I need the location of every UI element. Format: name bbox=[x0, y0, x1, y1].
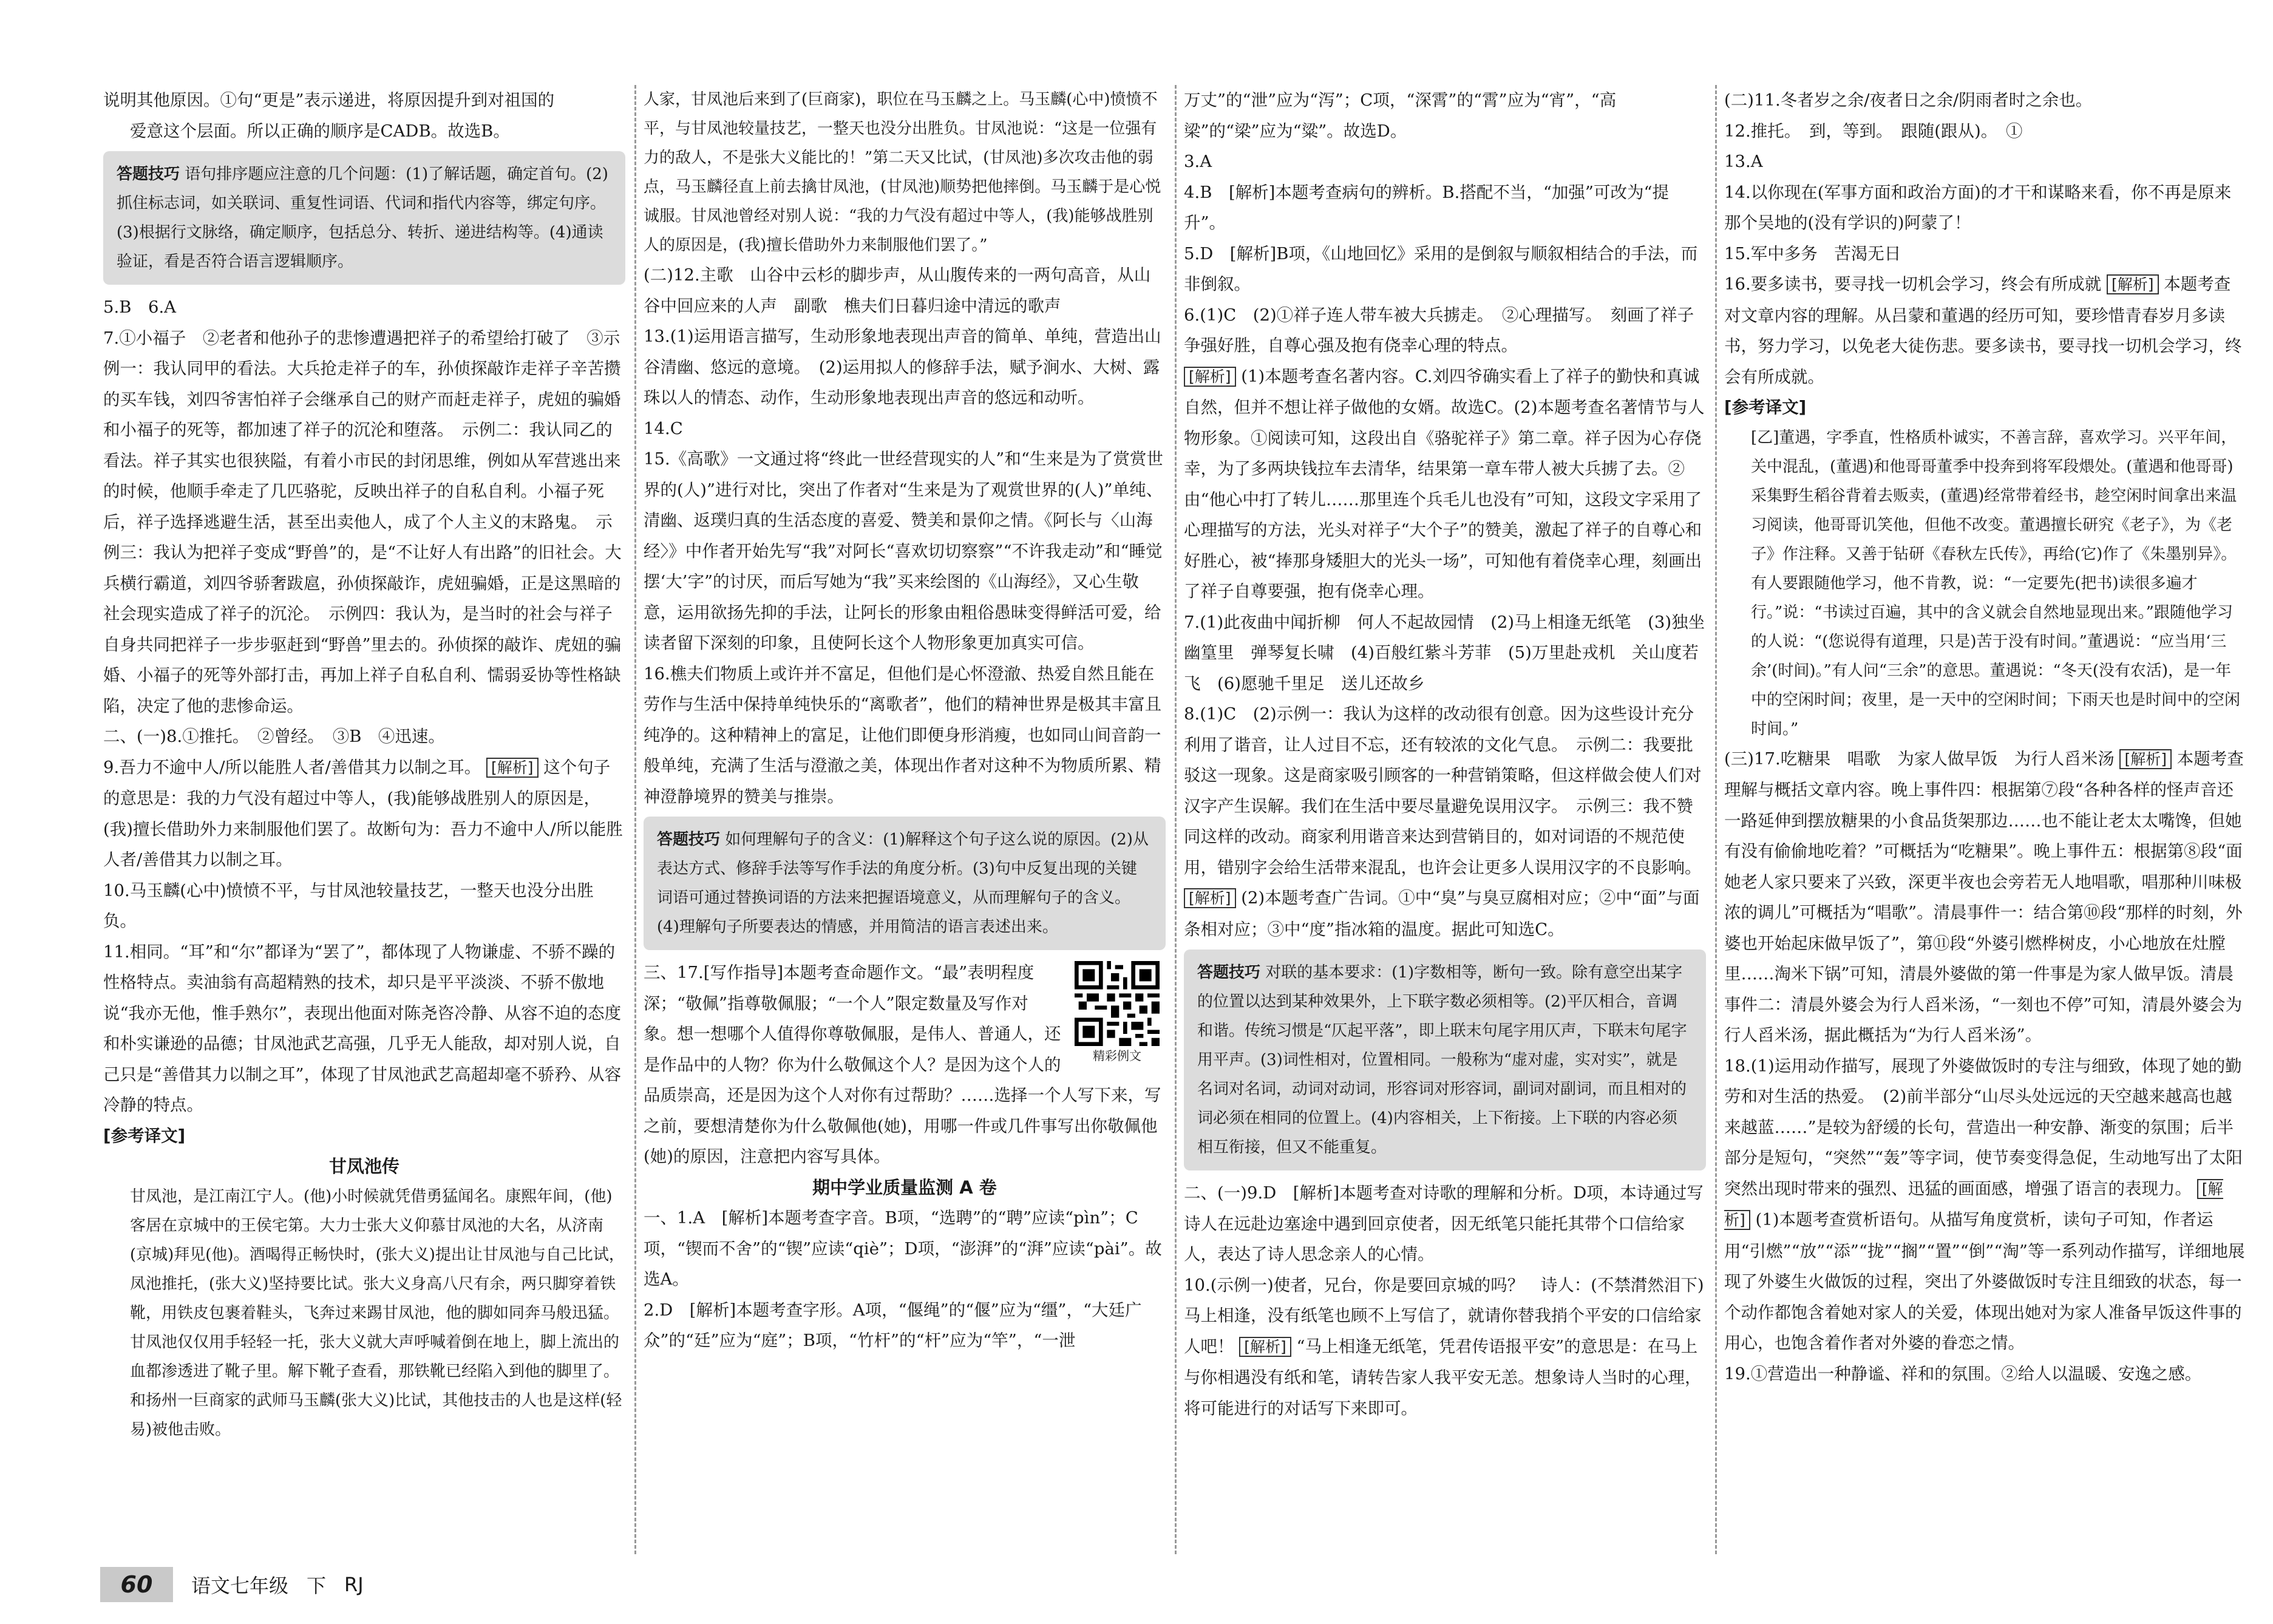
answer-q17 bbox=[1724, 744, 2246, 1051]
tip-text: 对联的基本要求：(1)字数相等，断句一致。除有意空出某字的位置以达到某种效果外，上下联字数必须相等。(2)平仄相合，音调和谐。传统习惯是“仄起平落”，即上联末句尾字用仄声，下联末句尾字用平声。(3)词性相对，位置相同。一般称为“虚对虚，实对实”，就是名词对名词，动词对动词，形容词对形容词，副词对副词，而且相对的词必须在相同的位置上。(4)内容相关，上下衔接。上下联的内容必须相互衔接，但又不能重复。 bbox=[1197, 963, 1687, 1157]
analysis-tag: [解析] bbox=[486, 758, 539, 778]
answer-q9 bbox=[103, 752, 625, 875]
answer-q16: 16.樵夫们物质上或许并不富足，但他们是心怀澄澈、热爱自然且能在劳作与生活中保持单纯快乐的“离歌者”，他们的精神世界是极其丰富且纯净的。这种精神上的富足，让他们即便身形消瘦，也如同山间音韵一般单纯，充满了生活与澄澈之美，体现出作者对这种不为物质所累、精神澄静境界的赞美与推崇。 bbox=[644, 664, 1162, 806]
tip-text: 如何理解句子的含义：(1)解释这个句子这么说的原因。(2)从表达方式、修辞手法等写作手法的角度分析。(3)句中反复出现的关键词语可通过替换词语的方法来把握语境意义，从而理解句子的含义。(4)理解句子所要表达的情感，并用简洁的语言表述出来。 bbox=[657, 831, 1149, 936]
answer-tip-box bbox=[1184, 950, 1706, 1170]
answer-exam-q1: 一、1.A [解析]本题考查字音。B项，“选聘”的“聘”应读“pìn”；C项，“锲而不舍”的“锲”应读“qiè”；D项，“澎湃”的“湃”应读“pài”。故选A。 bbox=[644, 1208, 1162, 1289]
answer-q9-text: 9.吾力不逾中人/所以能胜人者/善借其力以制之耳。 bbox=[103, 757, 481, 777]
qr-code-block[interactable] bbox=[1069, 961, 1166, 1073]
translation-title: 甘凤池传 bbox=[328, 1156, 399, 1177]
answer-q18 bbox=[1724, 1051, 2246, 1359]
answer-q7: 7.①小福子 ②老者和他孙子的悲惨遭遇把祥子的希望给打破了 ③示例一：我认同甲的看法。大兵抢走祥子的车，孙侦探敲诈走祥子辛苦攒的买车钱，刘四爷害怕祥子会继承自己的财产而赶走祥子，虎妞的骗婚和小福子的死等，都加速了祥子的沉沦和堕落。 示例二：我认同乙的看法。祥子其实也很狭隘，有着小市民的封闭思维，例如从军营逃出来的时候，他顺手牵走了几匹骆驼，反映出祥子的自私自利。小福子死后，祥子选择逃避生活，甚至出卖他人，成了个人主义的末路鬼。 示例三：我认为把祥子变成“野兽”的，是“不让好人有出路”的旧社会。大兵横行霸道，刘四爷骄奢跋扈，孙侦探敲诈，虎妞骗婚，正是这黑暗的社会现实造成了祥子的沉沦。 示例四：我认为，是当时的社会与祥子自身共同把祥子一步步驱赶到“野兽”里去的。孙侦探的敲诈、虎妞的骗婚、小福子的死等外部打击，再加上祥子自私自利、懦弱妥协等性格缺陷，决定了他的悲惨命运。 bbox=[103, 328, 622, 716]
text-line: 说明其他原因。①句“更是”表示递进，将原因提升到对祖国的 bbox=[103, 90, 555, 110]
answer-q15: 15.军中多务 苦渴无日 bbox=[1724, 243, 1901, 263]
answer-q3: 3.A bbox=[1184, 152, 1212, 171]
analysis-tag: [解析] bbox=[1184, 367, 1236, 387]
column-2 bbox=[644, 85, 1166, 1536]
answer-q17: 三、17.[写作指导]本题考查命题作文。“最”表明程度深；“敬佩”指尊敬佩服；“一个人”限定数量及写作对象。想一想哪个人值得你尊敬佩服，是伟人、普通人，还是作品中的人物？你为什么敬佩这个人？是因为这个人的品质崇高，还是因为这个人对你有过帮助？……选择一个人写下来，写之前，要想清楚你为什么敬佩他(她)，用哪一件或几件事写出你敬佩他(她)的原因，注意把内容写具体。 bbox=[644, 963, 1161, 1166]
answer-line: 5.B 6.A bbox=[103, 297, 177, 317]
analysis-text: (1)本题考查赏析语句。从描写角度赏析，读句子可知，作者运用“引燃”“放”“添”“拢”“搁”“置”“倒”“淘”等一系列动作描写，详细地展现了外婆生火做饭的过程，突出了外婆做饭时专注且细致的状态，每一个动作都饱含着她对家人的关爱，体现出她对为家人准备早饭这件事的用心，也饱含着作者对外婆的眷恋之情。 bbox=[1724, 1210, 2245, 1353]
subject-label: 语文七年级 bbox=[191, 1574, 289, 1597]
answer-q4: 4.B [解析]本题考查病句的辨析。B.搭配不当，“加强”可改为“提升”。 bbox=[1184, 182, 1670, 233]
answer-q15: 15.《高歌》一文通过将“终此一世经营现实的人”和“生来是为了赏赏世界的(人)”进行对比，突出了作者对“生来是为了观赏世界的(人)”单纯、清幽、返璞归真的生活态度的喜爱、赞美和景仰之情。《阿长与〈山海经〉》中作者开始先写“我”对阿长“喜欢切切察察”“不许我走动”和“睡觉摆‘大’字”的讨厌，而后写她为“我”买来绘图的《山海经》，又心生敬意，运用欲扬先抑的手法，让阿长的形象由粗俗愚昧变得鲜活可爱，给读者留下深刻的印象，且使阿长这个人物形象更加真实可信。 bbox=[644, 449, 1163, 653]
answer-q7: 7.(1)此夜曲中闻折柳 何人不起故园情 (2)马上相逢无纸笔 (3)独坐幽篁里 弹琴复长啸 (4)百般红紫斗芳菲 (5)万里赴戎机 关山度若飞 (6)愿驰千里足 送儿还故乡 bbox=[1184, 612, 1705, 693]
translation-text: [乙]董遇，字季直，性格质朴诚实，不善言辞，喜欢学习。兴平年间，关中混乱，(董遇)和他哥哥董季中投奔到将军段煨处。(董遇和他哥哥)采集野生稻谷背着去贩卖，(董遇)经常带着经书，趁空闲时间拿出来温习阅读，他哥哥讥笑他，但他不改变。董遇擅长研究《老子》，为《老子》作注释。又善于钻研《春秋左氏传》，再给(它)作了《朱墨别异》。有人要跟随他学习，他不肯教，说：“一定要先(把书)读很多遍才行。”说：“书读过百遍，其中的含义就会自然地显现出来。”跟随他学习的人说：“(您说得有道理，只是)苦于没有时间。”董遇说：“应当用‘三余’(时间)。”有人问“三余”的意思。董遇说：“冬天(没有农活)，是一年中的空闲时间；夜里，是一天中的空闲时间；下雨天也是时间中的空闲时间。” bbox=[1751, 428, 2241, 738]
analysis-text: 本题考查对文章内容的理解。从吕蒙和董遇的经历可知，要珍惜青春岁月多读书，努力学习，以免老大徒伤悲。要多读书，要寻找一切机会学习，终会有所成就。 bbox=[1724, 274, 2242, 387]
qr-caption: 精彩例文 bbox=[1093, 1048, 1141, 1063]
answer-q10: 10.马玉麟(心中)愤愤不平，与甘凤池较量技艺，一整天也没分出胜负。 bbox=[103, 880, 594, 931]
answer-q2-continued: 万丈”的“泄”应为“泻”；C项，“深霄”的“霄”应为“宵”，“高梁”的“梁”应为“粱”。故选D。 bbox=[1184, 90, 1617, 141]
answer-q9: 二、(一)9.D [解析]本题考查对诗歌的理解和分析。D项，本诗通过写诗人在远赴边塞途中遇到回京使者，因无纸笔只能托其带个口信给家人，表达了诗人思念亲人的心情。 bbox=[1184, 1183, 1704, 1264]
tip-label: 答题技巧 bbox=[657, 831, 721, 849]
text-line: 爱意这个层面。所以正确的顺序是CADB。故选B。 bbox=[130, 121, 510, 141]
answer-q19: 19.①营造出一种静谧、祥和的氛围。②给人以温暖、安逸之感。 bbox=[1724, 1364, 2202, 1384]
analysis-text: 这个句子的意思是：我的力气没有超过中等人，(我)能够战胜别人的原因是，(我)擅长借助外力来制服他们罢了。故断句为：吾力不逾中人/所以能胜人者/善借其力以制之耳。 bbox=[103, 757, 623, 869]
answer-q10 bbox=[1184, 1270, 1706, 1424]
answer-q8: 8.(1)C (2)示例一：我认为这样的改动很有创意。因为这些设计充分利用了谐音，让人过目不忘，还有较浓的文化气息。 示例二：我要批驳这一现象。这是商家吸引顾客的一种营销策略，但这样做会使人们对汉字产生误解。我们在生活中要尽量避免误用汉字。 示例三：我不赞同这样的改动。商家利用谐音来达到营销目的，如对词语的不规范使用，错别字会给生活带来混乱，也许会让更多人误用汉字的不良影响。 bbox=[1184, 704, 1702, 877]
answer-tip-box bbox=[644, 817, 1166, 950]
answer-q6-analysis bbox=[1184, 361, 1706, 607]
answer-q16-text: 16.要多读书，要寻找一切机会学习，终会有所成就 bbox=[1724, 274, 2102, 294]
analysis-tag: [解析] bbox=[1184, 888, 1236, 908]
answer-q13: 13.A bbox=[1724, 152, 1763, 171]
translation-continued: 人家，甘凤池后来到了(巨商家)，职位在马玉麟之上。马玉麟(心中)愤愤不平，与甘凤池较量技艺，一整天也没分出胜负。甘凤池说：“这是一位强有力的敌人，不是张大义能比的！”第二天又比试，(甘凤池)多次攻击他的弱点，马玉麟径直上前去擒甘凤池，(甘凤池)顺势把他摔倒。马玉麟于是心悦诚服。甘凤池曾经对别人说：“我的力气没有超过中等人，(我)能够战胜别人的原因是，(我)擅长借助外力来制服他们罢了。” bbox=[644, 90, 1161, 254]
answer-q5: 5.D [解析]B项，《山地回忆》采用的是倒叙与顺叙相结合的手法，而非倒叙。 bbox=[1184, 243, 1698, 294]
edition-label: RJ bbox=[344, 1573, 364, 1596]
answer-q12: 12.推托。 到，等到。 跟随(跟从)。 ① bbox=[1724, 121, 2023, 141]
page-number: 60 bbox=[100, 1567, 173, 1602]
answer-q11: (二)11.冬者岁之余/夜者日之余/阴雨者时之余也。 bbox=[1724, 90, 2093, 110]
analysis-tag: [解析] bbox=[1239, 1337, 1291, 1357]
volume-label: 下 bbox=[307, 1574, 327, 1597]
answer-q17-text: (三)17.吃糖果 唱歌 为家人做早饭 为行人舀米汤 bbox=[1724, 749, 2115, 769]
qr-code-icon bbox=[1075, 961, 1160, 1046]
translation-text: 甘凤池，是江南江宁人。(他)小时候就凭借勇猛闻名。康熙年间，(他)客居在京城中的王侯宅第。大力士张大义仰慕甘凤池的大名，从济南(京城)拜见(他)。酒喝得正畅快时，(张大义)提出让甘凤池与自己比试，凤池推托，(张大义)坚持要比试。张大义身高八尺有余，两只脚穿着铁靴，用铁皮包裹着鞋头，飞奔过来踢甘凤池，他的脚如同奔马般迅猛。甘凤池仅仅用手轻轻一托，张大义就大声呼喊着倒在地上，脚上流出的血都渗透进了靴子里。解下靴子查看，那铁靴已经陷入到他的脚里了。和扬州一巨商家的武师马玉麟(张大义)比试，其他技击的人也是这样(轻易)被他击败。 bbox=[130, 1187, 625, 1439]
answer-q6: 6.(1)C (2)①祥子连人带车被大兵掳走。 ②心理描写。 刻画了祥子争强好胜，自尊心强及抱有侥幸心理的特点。 bbox=[1184, 305, 1694, 355]
tip-text: 语句排序题应注意的几个问题：(1)了解话题，确定首句。(2)抓住标志词，如关联词、重复性词语、代词和指代内容等，绑定句序。(3)根据行文脉络，确定顺序，包括总分、转折、递进结构等。(4)通读验证，看是否符合语言逻辑顺序。 bbox=[117, 165, 608, 271]
analysis-text: (1)本题考查名著内容。C.刘四爷确实看上了祥子的勤快和真诚自然，但并不想让祥子做他的女婿。故选C。(2)本题考查名著情节与人物形象。①阅读可知，这段出自《骆驼祥子》第二章。祥子因为心存侥幸，为了多两块钱拉车去清华，结果第一章车带人被大兵掳了去。②由“他心中打了转儿……那里连个兵毛儿也没有”可知，这段文字采用了心理描写的方法，光头对祥子“大个子”的赞美，激起了祥子的自尊心和好胜心，被“捧那身矮胆大的光头一场”，可知他有着侥幸心理，刻画出了祥子自尊要强，抱有侥幸心理。 bbox=[1184, 366, 1705, 601]
column-divider bbox=[634, 85, 636, 1554]
page-footer bbox=[100, 1563, 364, 1606]
analysis-text: (2)本题考查广告词。①中“臭”与臭豆腐相对应；②中“面”与面条相对应；③中“度”指冰箱的温度。据此可知选C。 bbox=[1184, 888, 1700, 939]
answer-q13: 13.(1)运用语言描写，生动形象地表现出声音的简单、单纯，营造出山谷清幽、悠远的意境。 (2)运用拟人的修辞手法，赋予涧水、大树、露珠以人的情态、动作，生动形象地表现出声音的悠远和动听。 bbox=[644, 327, 1161, 407]
column-3 bbox=[1184, 85, 1706, 1536]
answer-q14: 14.C bbox=[644, 418, 683, 438]
answer-q10-text: 10.(示例一)使者，兄台，你是要回京城的吗？ 诗人：(不禁潸然泪下)马上相逢，没有纸笔也顾不上写信了，就请你替我捎个平安的口信给家人吧！ bbox=[1184, 1275, 1704, 1356]
answer-q11: 11.相同。“耳”和“尔”都译为“罢了”，都体现了人物谦虚、不骄不躁的性格特点。卖油翁有高超精熟的技术，却只是平平淡淡、不骄不傲地说“我亦无他，惟手熟尔”，表现出他面对陈尧咨冷静、从容不迫的态度和朴实谦逊的品德；甘凤池武艺高强，几乎无人能敌，却对别人说，自己只是“善借其力以制之耳”，体现了甘凤池武艺高超却毫不骄矜、从容冷静的特点。 bbox=[103, 942, 622, 1115]
column-1 bbox=[103, 85, 625, 1536]
answer-q18-text: 18.(1)运用动作描写，展现了外婆做饭时的专注与细致，体现了她的勤劳和对生活的热爱。 (2)前半部分“山尽头处远远的天空越来越高也越来越蓝……”是较为舒缓的长句，营造出一种安静、渐变的氛围；后半部分是短句，“突然”“轰”等字词，使节奏变得急促，生动地写出了太阳突然出现时带来的强烈、迅猛的画面感，增强了语言的表现力。 bbox=[1724, 1056, 2243, 1198]
analysis-tag: [解析] bbox=[2107, 274, 2159, 294]
answer-exam-q2: 2.D [解析]本题考查字形。A项，“偃绳”的“偃”应为“缰”，“大廷广众”的“廷”应为“庭”；B项，“竹杆”的“杆”应为“竿”，“一泄 bbox=[644, 1300, 1142, 1350]
column-4 bbox=[1724, 85, 2246, 1536]
answer-tip-box bbox=[103, 151, 625, 285]
answer-q8-analysis bbox=[1184, 883, 1706, 945]
analysis-text: 本题考查理解与概括文章内容。晚上事件四：根据第⑦段“各种各样的怪声音还一路延伸到摆放糖果的小食品货架那边……也不能让老太太嘴馋，但她有没有偷偷地吃着？”可概括为“吃糖果”。晚上事件五：根据第⑧段“面她老人家只要来了兴致，深更半夜也会旁若无人地唱歌，唱那种川味极浓的调儿”可概括为“唱歌”。清晨事件一：结合第⑩段“那样的时刻，外婆也开始起床做早饭了”，第⑪段“外婆引燃桦树皮，小心地放在灶膛里……淘米下锅”可知，清晨外婆做的第一件事是为家人做早饭。清晨事件二：清晨外婆会为行人舀米汤，“一刻也不停”可知，清晨外婆会为行人舀米汤，据此概括为“为行人舀米汤”。 bbox=[1724, 749, 2244, 1045]
tip-label: 答题技巧 bbox=[117, 165, 180, 183]
column-divider bbox=[1175, 85, 1177, 1554]
answer-q16 bbox=[1724, 269, 2246, 392]
answer-q12: (二)12.主歌 山谷中云杉的脚步声，从山腹传来的一两句高音，从山谷中回应来的人声 副歌 樵夫们日暮归途中清远的歌声 bbox=[644, 265, 1151, 316]
tip-label: 答题技巧 bbox=[1197, 963, 1261, 982]
reference-translation-label: [参考译文] bbox=[1724, 398, 1807, 417]
analysis-tag: [解析] bbox=[1724, 1180, 2223, 1229]
answer-q14: 14.以你现在(军事方面和政治方面)的才干和谋略来看，你不再是原来那个吴地的(没有学识的)阿蒙了！ bbox=[1724, 182, 2232, 233]
column-divider bbox=[1715, 85, 1717, 1554]
analysis-tag: [解析] bbox=[2119, 749, 2172, 769]
reference-translation-label: [参考译文] bbox=[103, 1126, 186, 1146]
exam-section-title: 期中学业质量监测 A 卷 bbox=[812, 1177, 997, 1198]
answer-q8: 二、(一)8.①推托。 ②曾经。 ③B ④迅速。 bbox=[103, 727, 445, 746]
analysis-text: “马上相逢无纸笔，凭君传语报平安”的意思是：在马上与你相遇没有纸和笔，请转告家人我平安无恙。想象诗人当时的心理，将可能进行的对话写下来即可。 bbox=[1184, 1336, 1702, 1418]
